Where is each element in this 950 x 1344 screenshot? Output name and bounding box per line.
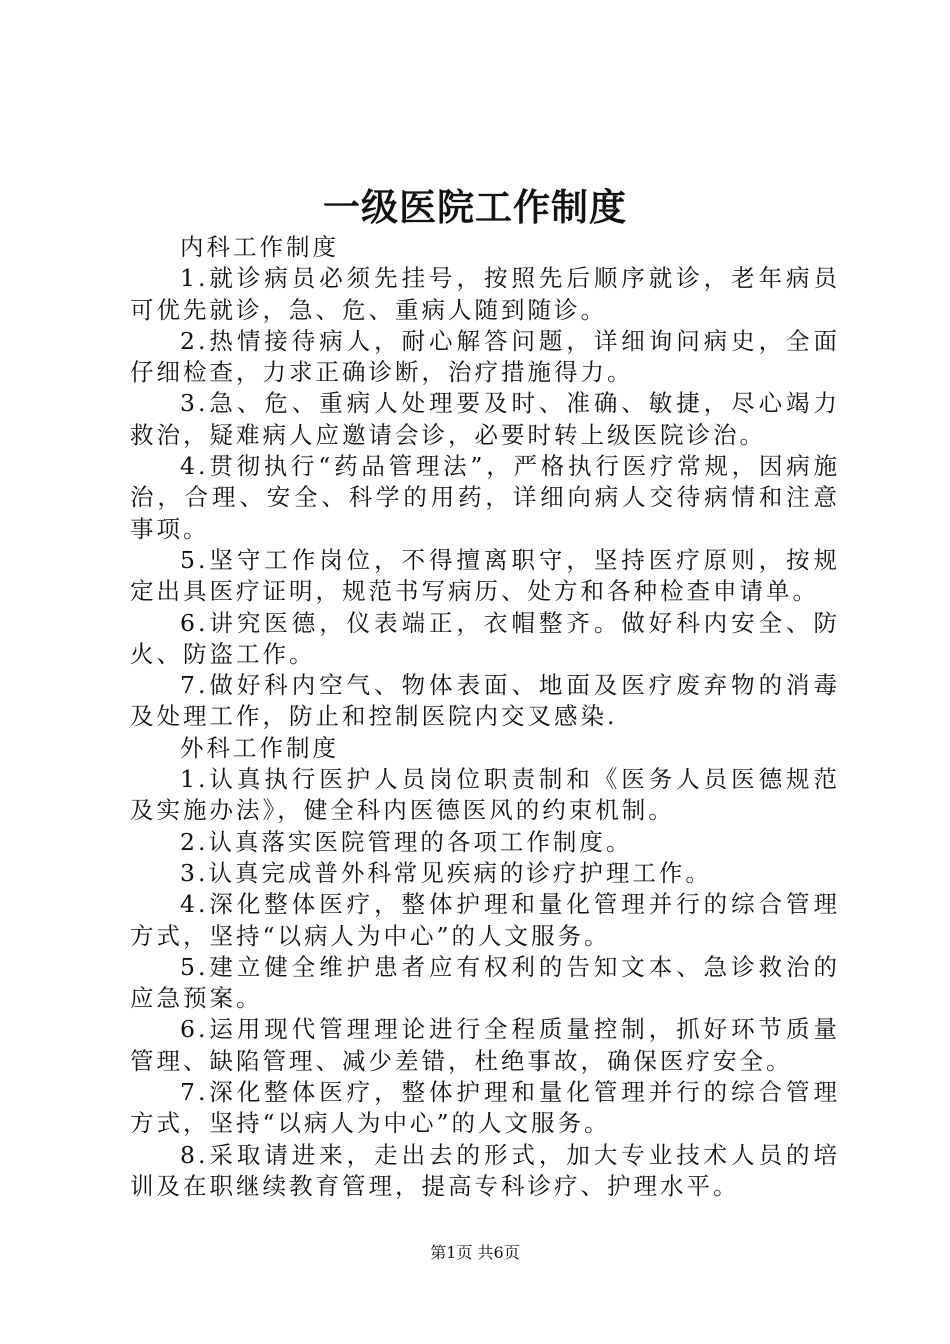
paragraph: 1.就诊病员必须先挂号，按照先后顺序就诊，老年病员可优先就诊，急、危、重病人随到随诊。 — [130, 264, 840, 324]
section-heading: 内科工作制度 — [180, 233, 339, 261]
paragraph: 5.坚守工作岗位，不得擅离职守，坚持医疗原则，按规定出具医疗证明，规范书写病历、处方和各种检查申请单。 — [130, 545, 840, 606]
paragraph: 6.讲究医德，仪表端正，衣帽整齐。做好科内安全、防火、防盗工作。 — [130, 608, 840, 668]
paragraph: 2.认真落实医院管理的各项工作制度。 — [180, 827, 633, 856]
page-footer: 第1页 共6页 — [430, 1243, 520, 1262]
paragraph: 1.认真执行医护人员岗位职责制和《医务人员医德规范及实施办法》，健全科内医德医风的约束机制。 — [130, 765, 840, 825]
paragraph: 4.贯彻执行“药品管理法”，严格执行医疗常规，因病施治，合理、安全、科学的用药，详细向病人交待病情和注意事项。 — [130, 452, 840, 543]
paragraph: 7.做好科内空气、物体表面、地面及医疗废弃物的消毒及处理工作，防止和控制医院内交叉感染. — [130, 671, 840, 731]
paragraph: 5.建立健全维护患者应有权利的告知文本、急诊救治的应急预案。 — [130, 952, 840, 1013]
document-body — [130, 232, 840, 1202]
paragraph: 7.深化整体医疗，整体护理和量化管理并行的综合管理方式，坚持“以病人为中心”的人文服务。 — [130, 1078, 840, 1138]
paragraph: 3.急、危、重病人处理要及时、准确、敏捷，尽心竭力救治，疑难病人应邀请会诊，必要时转上级医院诊治。 — [130, 389, 840, 449]
paragraph: 6.运用现代管理理论进行全程质量控制，抓好环节质量管理、缺陷管理、减少差错，杜绝事故，确保医疗安全。 — [130, 1015, 840, 1075]
paragraph: 2.热情接待病人，耐心解答问题，详细询问病史，全面仔细检查，力求正确诊断，治疗措施得力。 — [130, 326, 840, 387]
paragraph: 8.采取请进来，走出去的形式，加大专业技术人员的培训及在职继续教育管理，提高专科诊疗、护理水平。 — [130, 1140, 840, 1200]
paragraph: 3.认真完成普外科常见疾病的诊疗护理工作。 — [180, 858, 712, 887]
section-heading: 外科工作制度 — [180, 733, 339, 762]
document-title: 一级医院工作制度 — [323, 185, 627, 229]
paragraph: 4.深化整体医疗，整体护理和量化管理并行的综合管理方式，坚持“以病人为中心”的人文服务。 — [130, 890, 840, 950]
